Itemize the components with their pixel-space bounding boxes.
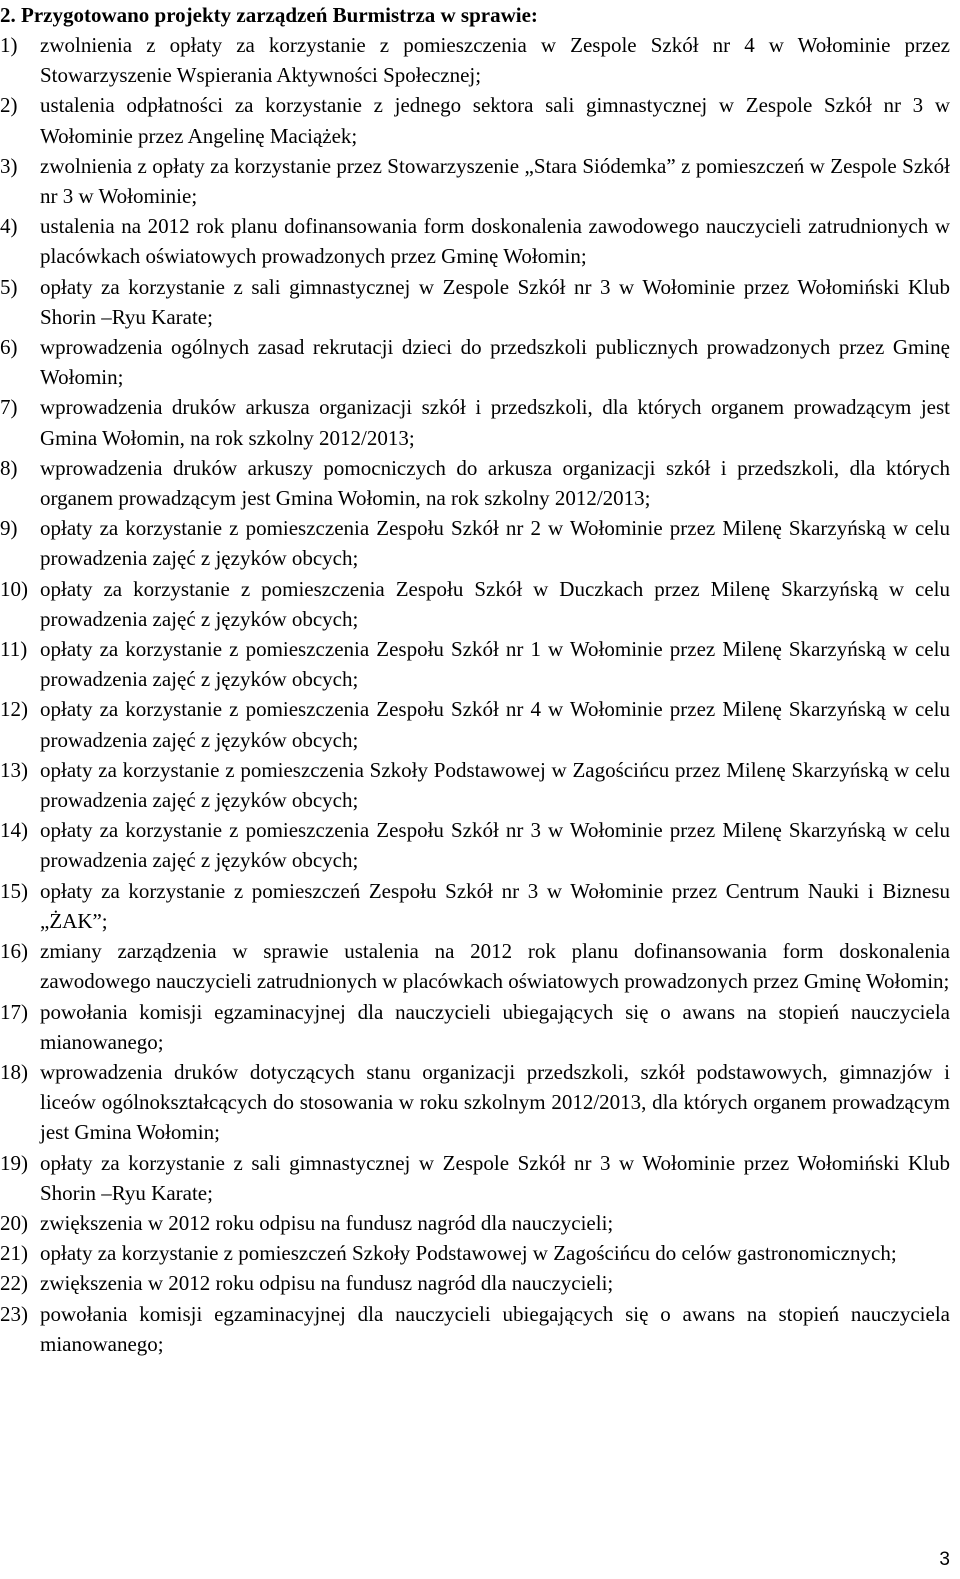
list-item bbox=[0, 755, 950, 815]
item-text: ustalenia na 2012 rok planu dofinansowania form doskonalenia zawodowego nauczycieli zatrudnionych w placówkach oświatowych prowadzonych przez Gminę Wołomin; bbox=[40, 214, 950, 269]
list-item bbox=[0, 272, 950, 332]
item-number: 11) bbox=[0, 637, 28, 662]
item-number: 1) bbox=[0, 33, 18, 57]
item-text: wprowadzenia druków arkusza organizacji szkół i przedszkoli, dla których organem prowadzącym jest Gmina Wołomin, na rok szkolny 2012/2013; bbox=[40, 395, 950, 450]
item-text: powołania komisji egzaminacyjnej dla nauczycieli ubiegających się o awans na stopień nauczyciela mianowanego; bbox=[40, 1301, 950, 1356]
item-number: 12) bbox=[0, 697, 28, 722]
list-item bbox=[0, 1148, 950, 1208]
item-text: zmiany zarządzenia w sprawie ustalenia na 2012 rok planu dofinansowania form doskonalenia zawodowego nauczycieli zatrudnionych w placówkach oświatowych prowadzonych przez Gminę Wołomin; bbox=[40, 939, 950, 994]
ordinance-list bbox=[0, 30, 950, 1359]
item-number: 9) bbox=[0, 516, 18, 541]
item-text: zwiększenia w 2012 roku odpisu na fundusz nagród dla nauczycieli; bbox=[40, 1210, 614, 1235]
list-item bbox=[0, 1299, 950, 1359]
list-item bbox=[0, 876, 950, 936]
list-item bbox=[0, 815, 950, 875]
section-heading: 2. Przygotowano projekty zarządzeń Burmistrza w sprawie: bbox=[0, 3, 538, 27]
list-item bbox=[0, 997, 950, 1057]
item-number: 20) bbox=[0, 1210, 28, 1235]
item-number: 15) bbox=[0, 878, 28, 903]
item-number: 21) bbox=[0, 1241, 28, 1266]
item-number: 10) bbox=[0, 576, 28, 601]
item-number: 6) bbox=[0, 335, 18, 360]
item-text: wprowadzenia druków arkuszy pomocniczych do arkusza organizacji szkół i przedszkoli, dla których organem prowadzącym jest Gmina Wołomin, na rok szkolny 2012/2013; bbox=[40, 455, 950, 511]
list-item bbox=[0, 1057, 950, 1148]
list-item bbox=[0, 936, 950, 996]
list-item bbox=[0, 453, 950, 513]
list-item bbox=[0, 332, 950, 392]
item-text: wprowadzenia ogólnych zasad rekrutacji dzieci do przedszkoli publicznych prowadzonych przez Gminę Wołomin; bbox=[40, 335, 950, 390]
list-item bbox=[0, 211, 950, 271]
item-number: 23) bbox=[0, 1301, 28, 1326]
item-number: 3) bbox=[0, 153, 18, 178]
item-text: opłaty za korzystanie z pomieszczeń Zespołu Szkół nr 3 w Wołominie przez Centrum Nauki i Biznesu „ŻAK”; bbox=[40, 878, 950, 933]
item-text: opłaty za korzystanie z sali gimnastycznej w Zespole Szkół nr 3 w Wołominie przez Wołomiński Klub Shorin –Ryu Karate; bbox=[40, 274, 950, 329]
item-text: wprowadzenia druków dotyczących stanu organizacji przedszkoli, szkół podstawowych, gimnazjów i liceów ogólnokształcących do stosowania w roku szkolnym 2012/2013, dla których organem prowadzącym jest Gmina Wołomin; bbox=[40, 1059, 950, 1145]
item-number: 18) bbox=[0, 1059, 28, 1084]
item-text: opłaty za korzystanie z pomieszczeń Szkoły Podstawowej w Zagościńcu do celów gastronomicznych; bbox=[40, 1241, 897, 1266]
list-item bbox=[0, 1208, 950, 1238]
list-item bbox=[0, 1238, 950, 1268]
page-number: 3 bbox=[939, 1549, 950, 1570]
item-number: 8) bbox=[0, 455, 18, 480]
list-item bbox=[0, 513, 950, 573]
item-text: opłaty za korzystanie z pomieszczenia Szkoły Podstawowej w Zagościńcu przez Milenę Skarzyńską w celu prowadzenia zajęć z języków obcych; bbox=[40, 757, 950, 813]
item-number: 17) bbox=[0, 999, 28, 1024]
list-item bbox=[0, 30, 950, 90]
item-text: opłaty za korzystanie z sali gimnastycznej w Zespole Szkół nr 3 w Wołominie przez Wołomiński Klub Shorin –Ryu Karate; bbox=[40, 1150, 950, 1205]
item-number: 19) bbox=[0, 1150, 28, 1175]
item-text: zwolnienia z opłaty za korzystanie z pomieszczenia w Zespole Szkół nr 4 w Wołominie przez Stowarzyszenie Wspierania Aktywności Społecznej; bbox=[40, 33, 950, 88]
list-item bbox=[0, 151, 950, 211]
item-text: ustalenia odpłatności za korzystanie z jednego sektora sali gimnastycznej w Zespole Szkół nr 3 w Wołominie przez Angelinę Maciążek; bbox=[40, 93, 950, 148]
item-number: 4) bbox=[0, 214, 18, 239]
item-text: opłaty za korzystanie z pomieszczenia Zespołu Szkół nr 2 w Wołominie przez Milenę Skarzyńską w celu prowadzenia zajęć z języków obcych; bbox=[40, 516, 950, 571]
item-number: 14) bbox=[0, 818, 28, 843]
item-text: zwolnienia z opłaty za korzystanie przez Stowarzyszenie „Stara Siódemka” z pomieszczeń w Zespole Szkół nr 3 w Wołominie; bbox=[40, 153, 950, 209]
list-item bbox=[0, 1268, 950, 1298]
list-item bbox=[0, 634, 950, 694]
item-text: opłaty za korzystanie z pomieszczenia Zespołu Szkół w Duczkach przez Milenę Skarzyńską w celu prowadzenia zajęć z języków obcych; bbox=[40, 576, 950, 631]
item-number: 13) bbox=[0, 757, 28, 782]
list-item bbox=[0, 90, 950, 150]
list-item bbox=[0, 392, 950, 452]
item-text: opłaty za korzystanie z pomieszczenia Zespołu Szkół nr 4 w Wołominie przez Milenę Skarzyńską w celu prowadzenia zajęć z języków obcych; bbox=[40, 697, 950, 752]
list-item bbox=[0, 574, 950, 634]
item-number: 7) bbox=[0, 395, 18, 420]
item-number: 2) bbox=[0, 93, 18, 118]
item-number: 5) bbox=[0, 274, 18, 299]
item-text: opłaty za korzystanie z pomieszczenia Zespołu Szkół nr 1 w Wołominie przez Milenę Skarzyńską w celu prowadzenia zajęć z języków obcych; bbox=[40, 637, 950, 692]
item-text: opłaty za korzystanie z pomieszczenia Zespołu Szkół nr 3 w Wołominie przez Milenę Skarzyńską w celu prowadzenia zajęć z języków obcych; bbox=[40, 818, 950, 873]
list-item bbox=[0, 694, 950, 754]
item-number: 22) bbox=[0, 1271, 28, 1296]
item-number: 16) bbox=[0, 939, 28, 964]
item-text: zwiększenia w 2012 roku odpisu na fundusz nagród dla nauczycieli; bbox=[40, 1271, 614, 1296]
item-text: powołania komisji egzaminacyjnej dla nauczycieli ubiegających się o awans na stopień nauczyciela mianowanego; bbox=[40, 999, 950, 1054]
